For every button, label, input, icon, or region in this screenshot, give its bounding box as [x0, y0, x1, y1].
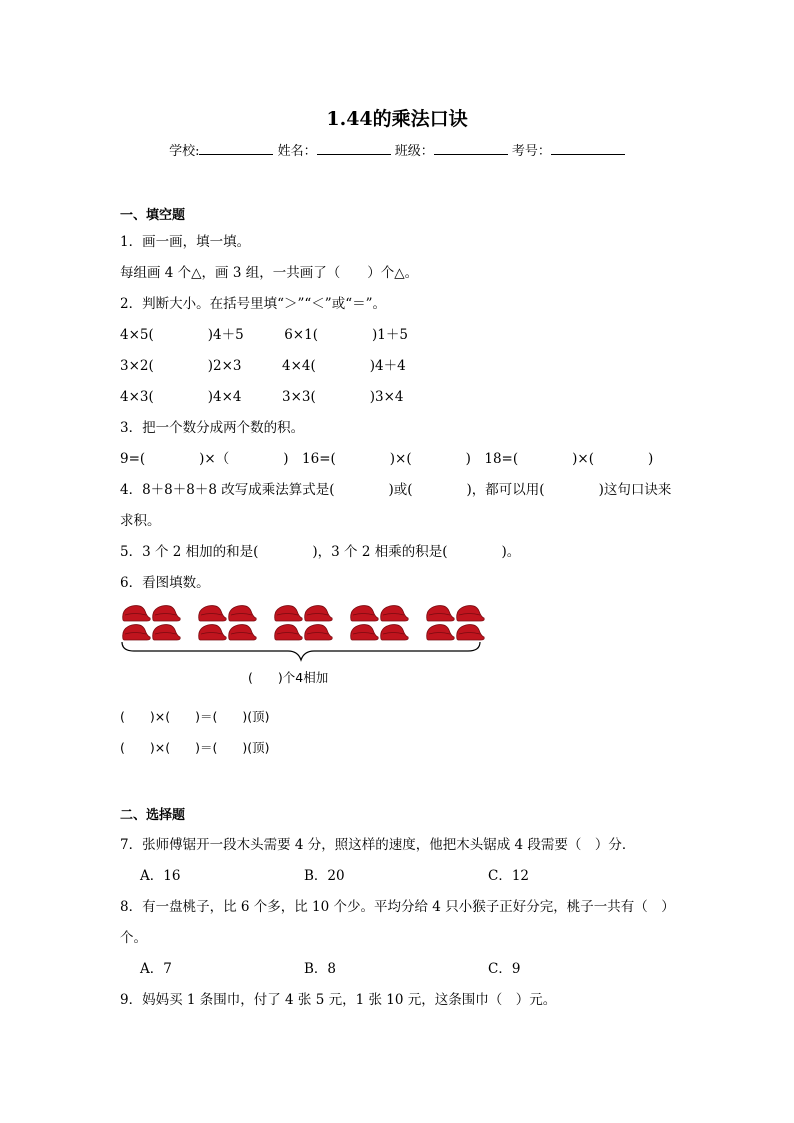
number-label: 考号： [511, 144, 551, 159]
brace-icon [120, 640, 482, 662]
question-2-row-2: 3×2( )2×3 4×4( )4＋4 [120, 358, 406, 374]
name-label: 姓名： [277, 144, 317, 159]
question-3: 3．把一个数分成两个数的积。 [120, 420, 305, 436]
question-2-row-1: 4×5( )4＋5 6×1( )1＋5 [120, 327, 408, 343]
question-1: 1．画一画，填一填。 [120, 234, 251, 250]
question-7-option-b[interactable]: B．20 [304, 868, 345, 884]
question-8-continued: 个。 [120, 930, 147, 946]
question-4: 4．8＋8＋8＋8 改写成乘法算式是( )或( )，都可以用( )这句口诀来 [120, 482, 672, 498]
question-6-equation-1: ( )×( )＝( )(顶) [120, 709, 270, 724]
question-6: 6．看图填数。 [120, 575, 210, 591]
question-7-option-c[interactable]: C．12 [488, 868, 530, 884]
question-8: 8．有一盘桃子，比 6 个多，比 10 个少。平均分给 4 只小猴子正好分完，桃子一共有（ ） [120, 899, 675, 915]
hat-icon [378, 603, 409, 622]
school-label: 学校: [169, 144, 200, 159]
class-blank[interactable] [434, 142, 508, 155]
hat-icon [120, 603, 151, 622]
page-title: 1.44的乘法口诀 [326, 108, 468, 130]
question-9: 9．妈妈买 1 条围巾，付了 4 张 5 元，1 张 10 元，这条围巾（ ）元。 [120, 992, 557, 1008]
hat-icon [226, 603, 257, 622]
section-heading-choice: 二、选择题 [120, 808, 186, 823]
hat-icon [272, 622, 303, 641]
class-label: 班级： [394, 144, 434, 159]
hat-icon [424, 603, 455, 622]
question-7: 7．张师傅锯开一段木头需要 4 分，照这样的速度，他把木头锯成 4 段需要（ ）分． [120, 837, 636, 853]
hat-icon [226, 622, 257, 641]
school-blank[interactable] [199, 142, 273, 155]
student-info-row [0, 140, 794, 159]
name-blank[interactable] [317, 142, 391, 155]
question-7-option-a[interactable]: A．16 [140, 868, 181, 884]
question-3-row: 9=( )×（ ) 16=( )×( ) 18=( )×( ) [120, 451, 654, 467]
hat-icon [348, 603, 379, 622]
hat-icon [272, 603, 303, 622]
hat-icon [424, 622, 455, 641]
hat-icon [150, 603, 181, 622]
hat-icon [302, 603, 333, 622]
question-8-option-b[interactable]: B．8 [304, 961, 337, 977]
section-heading-fill: 一、填空题 [120, 208, 186, 223]
question-6-equation-2: ( )×( )＝( )(顶) [120, 740, 270, 755]
hat-icon [348, 622, 379, 641]
hat-icon [454, 603, 485, 622]
question-2-row-3: 4×3( )4×4 3×3( )3×4 [120, 389, 404, 405]
question-1-text: 每组画 4 个△，画 3 组，一共画了（ ）个△。 [120, 265, 419, 281]
hat-icon [150, 622, 181, 641]
hat-icon [196, 622, 227, 641]
question-4-continued: 求积。 [120, 513, 161, 529]
hat-icon [302, 622, 333, 641]
question-8-option-a[interactable]: A．7 [140, 961, 172, 977]
brace-caption: ( )个4相加 [248, 670, 329, 685]
hat-icon [120, 622, 151, 641]
hat-icon [378, 622, 409, 641]
question-8-option-c[interactable]: C．9 [488, 961, 521, 977]
question-2: 2．判断大小。在括号里填“＞”“＜”或“＝”。 [120, 296, 386, 312]
hat-icon [454, 622, 485, 641]
question-5: 5．3 个 2 相加的和是( )，3 个 2 相乘的积是( )。 [120, 544, 521, 560]
hat-icon [196, 603, 227, 622]
number-blank[interactable] [551, 142, 625, 155]
